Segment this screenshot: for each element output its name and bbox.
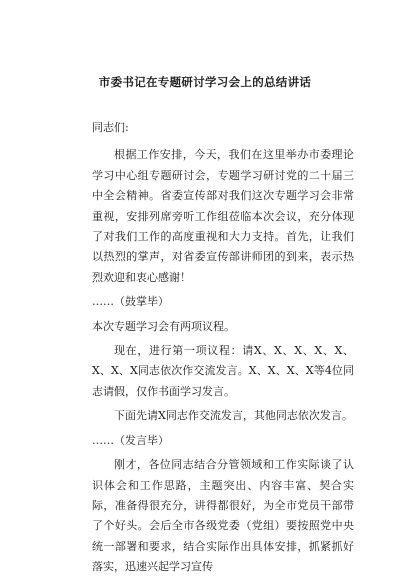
salutation: 同志们:: [92, 121, 129, 134]
paragraph-applause-note: ……（鼓掌毕）: [92, 295, 169, 309]
paragraph-summary: 刚才，各位同志结合分管领域和工作实际谈了认识体会和工作思路，主题突出、内容丰富、契合实际，准备得很充分，讲得都很好，为全市党员干部带了个好头。会后全市各级党委（党组）要按照党中央统一部署和要求，结合实际作出具体安排，抓紧抓好落实，迅速兴起学习宣传: [92, 458, 354, 574]
paragraph-opening: 根据工作安排，今天，我们在这里举办市委理论学习中心组专题研讨会，专题学习研讨党的二十届三中全会精神。省委宣传部对我们这次专题学习会非常重视，安排列席旁听工作组莅临本次会议，充分体现了对我们工作的高度重视和大力支持。首先，让我们以热烈的掌声，对省委宣传部讲师团的到来，表示热烈欢迎和衷心感谢！: [92, 148, 354, 284]
paragraph-agenda: 本次专题学习会有两项议程。: [92, 319, 235, 333]
paragraph-speaking-order: 下面先请X同志作交流发言，其他同志依次发言。: [114, 409, 353, 423]
paragraph-speech-note: ……（发言毕）: [92, 433, 169, 447]
document-body: [92, 118, 354, 578]
paragraph-first-item: 现在，进行第一项议程：请X、X、X、X、X、X、X、X同志依次作交流发言。X、X、X、X等4位同志请假，仅作书面学习发言。: [92, 344, 354, 398]
document-title: 市委书记在专题研讨学习会上的总结讲话: [98, 75, 312, 89]
